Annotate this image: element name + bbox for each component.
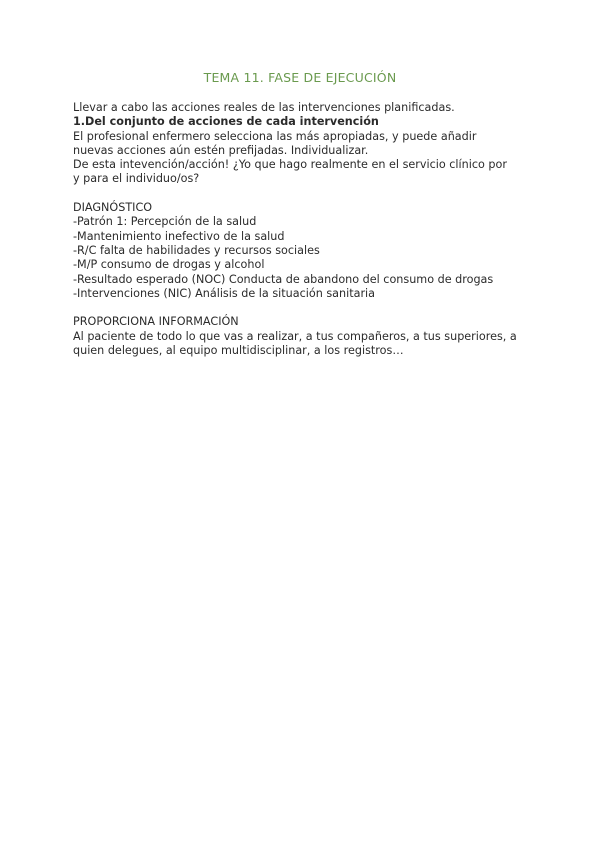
informacion-line: quien delegues, al equipo multidisciplinar, a los registros… — [73, 344, 404, 358]
diagnostico-item: -Resultado esperado (NOC) Conducta de abandono del consumo de drogas — [73, 272, 494, 286]
intro-line: El profesional enfermero selecciona las más apropiadas, y puede añadir — [73, 129, 477, 143]
diagnostico-item: -R/C falta de habilidades y recursos sociales — [73, 243, 320, 257]
intro-line: De esta intevención/acción! ¿Yo que hago realmente en el servicio clínico por — [73, 158, 507, 172]
intro-line: y para el individuo/os? — [73, 172, 200, 186]
diagnostico-heading: DIAGNÓSTICO — [73, 201, 153, 215]
intro-line: Llevar a cabo las acciones reales de las intervenciones planificadas. — [73, 101, 455, 114]
diagnostico-item: -Intervenciones (NIC) Análisis de la situación sanitaria — [73, 286, 376, 300]
paragraph-gap — [73, 301, 543, 315]
paragraph-gap — [73, 187, 543, 201]
diagnostico-item: -M/P consumo de drogas y alcohol — [73, 258, 265, 272]
document-title: TEMA 11. FASE DE EJECUCIÓN — [203, 70, 397, 85]
informacion-heading: PROPORCIONA INFORMACIÓN — [73, 315, 239, 329]
informacion-line: Al paciente de todo lo que vas a realizar, a tus compañeros, a tus superiores, a — [73, 329, 517, 343]
diagnostico-item: -Patrón 1: Percepción de la salud — [73, 215, 257, 229]
intro-line: nuevas acciones aún estén prefijadas. Individualizar. — [73, 143, 369, 157]
intro-subheading: 1.Del conjunto de acciones de cada intervención — [73, 115, 379, 129]
document-body — [73, 101, 543, 358]
diagnostico-item: -Mantenimiento inefectivo de la salud — [73, 229, 285, 243]
